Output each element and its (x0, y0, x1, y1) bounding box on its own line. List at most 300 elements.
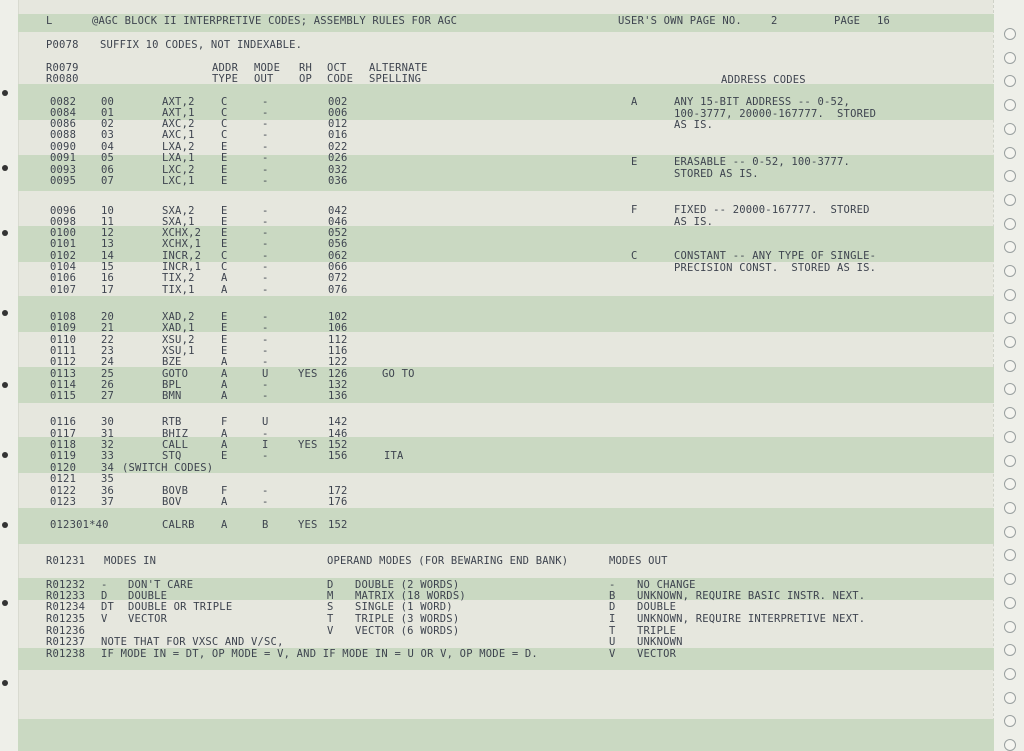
feed-hole (1004, 573, 1016, 585)
row-oct-code: 052 (328, 227, 348, 239)
row-opcode-number: 13 (101, 238, 115, 250)
operand-mode-code: S (327, 601, 334, 613)
row-addr-type: E (221, 322, 228, 334)
row-mnemonic: GOTO (162, 368, 189, 380)
row-oct-code: 156 (328, 450, 348, 462)
row-opcode-number: 01 (101, 107, 115, 119)
feed-hole (1004, 597, 1016, 609)
feed-hole (1004, 75, 1016, 87)
mode-out-code: U (609, 636, 616, 648)
row-addr-type: E (221, 334, 228, 346)
col-header-mode: MODE (254, 62, 281, 74)
col-header-oct: OCT (327, 62, 347, 74)
feed-hole (1004, 360, 1016, 372)
row-oct-code: 022 (328, 141, 348, 153)
row-oct-code: 152 (328, 519, 348, 531)
modes-line-id: R01236 (46, 625, 86, 637)
row-mode-out: - (262, 227, 269, 239)
row-addr-type: C (221, 96, 228, 108)
row-mode-out: - (262, 272, 269, 284)
row-addr-type: C (221, 129, 228, 141)
row-line-number: 0082 (50, 96, 77, 108)
row-opcode-number: 27 (101, 390, 115, 402)
row-line-number: 0123 (50, 496, 77, 508)
modes-line-id: R01237 (46, 636, 86, 648)
row-line-number: 0104 (50, 261, 77, 273)
row-mnemonic: INCR,2 (162, 250, 202, 262)
row-addr-type: A (221, 379, 228, 391)
line-id-r0080: R0080 (46, 73, 79, 85)
feed-hole (1004, 289, 1016, 301)
row-addr-type: A (221, 390, 228, 402)
mode-out-text: DOUBLE (637, 601, 677, 613)
row-line-number: 0108 (50, 311, 77, 323)
row-mode-out: - (262, 485, 269, 497)
operand-mode-code: D (327, 579, 334, 591)
page-number: 16 (877, 15, 891, 27)
feed-hole (1004, 194, 1016, 206)
row-line-number: 0117 (50, 428, 77, 440)
row-mode-out: - (262, 107, 269, 119)
row-opcode-number: 05 (101, 152, 115, 164)
row-mnemonic: XSU,2 (162, 334, 195, 346)
modes-line-id: R01235 (46, 613, 86, 625)
mode-in-text: IF MODE IN = DT, OP MODE = V, AND IF MODE IN = U OR V, OP MODE = D. (101, 648, 538, 660)
mode-out-code: T (609, 625, 616, 637)
row-opcode-number: 26 (101, 379, 115, 391)
operand-modes-title: OPERAND MODES (FOR BEWARING END BANK) (327, 555, 569, 567)
row-line-number: 0120 (50, 462, 77, 474)
row-oct-code: 036 (328, 175, 348, 187)
row-oct-code: 072 (328, 272, 348, 284)
row-mode-out: - (262, 205, 269, 217)
row-opcode-number: 24 (101, 356, 115, 368)
margin-mark (2, 600, 8, 606)
row-rh-op: YES (298, 439, 318, 451)
operand-mode-text: SINGLE (1 WORD) (355, 601, 453, 613)
row-opcode-number: 21 (101, 322, 115, 334)
feed-hole (1004, 383, 1016, 395)
feed-hole (1004, 147, 1016, 159)
row-line-number: 0119 (50, 450, 77, 462)
row-opcode-number: 15 (101, 261, 115, 273)
row-mnemonic: (SWITCH CODES) (122, 462, 214, 474)
row-mnemonic: BZE (162, 356, 182, 368)
margin-mark (2, 230, 8, 236)
margin-mark (2, 522, 8, 528)
row-mode-out: I (262, 439, 269, 451)
row-opcode-number: 02 (101, 118, 115, 130)
row-line-number: 0093 (50, 164, 77, 176)
row-addr-type: E (221, 205, 228, 217)
col-header-out: OUT (254, 73, 274, 85)
row-mode-out: - (262, 311, 269, 323)
mode-out-text: NO CHANGE (637, 579, 696, 591)
col-header-spelling: SPELLING (369, 73, 422, 85)
feed-hole (1004, 99, 1016, 111)
row-line-number: 0113 (50, 368, 77, 380)
row-mnemonic: XCHX,1 (162, 238, 202, 250)
row-opcode-number: 32 (101, 439, 115, 451)
greenbar (18, 719, 994, 751)
row-line-number: 0095 (50, 175, 77, 187)
row-mnemonic: XSU,1 (162, 345, 195, 357)
row-opcode-number: 30 (101, 416, 115, 428)
suffix-note: SUFFIX 10 CODES, NOT INDEXABLE. (100, 39, 303, 51)
row-opcode-number: 07 (101, 175, 115, 187)
row-mode-out: - (262, 345, 269, 357)
col-header-alternate: ALTERNATE (369, 62, 428, 74)
row-mnemonic: XAD,1 (162, 322, 195, 334)
row-opcode-number: 22 (101, 334, 115, 346)
col-header-code: CODE (327, 73, 354, 85)
feed-hole (1004, 668, 1016, 680)
mode-out-text: UNKNOWN, REQUIRE BASIC INSTR. NEXT. (637, 590, 866, 602)
row-mnemonic: LXA,1 (162, 152, 195, 164)
user-page-label: USER'S OWN PAGE NO. (618, 15, 742, 27)
row-mode-out: - (262, 322, 269, 334)
row-mnemonic: CALRB (162, 519, 195, 531)
address-code-letter: A (631, 96, 638, 108)
feed-hole (1004, 526, 1016, 538)
row-oct-code: 102 (328, 311, 348, 323)
row-addr-type: A (221, 496, 228, 508)
row-addr-type: A (221, 368, 228, 380)
row-line-number: 0102 (50, 250, 77, 262)
row-mnemonic: XAD,2 (162, 311, 195, 323)
feed-hole (1004, 621, 1016, 633)
mode-in-code: V (101, 613, 108, 625)
row-addr-type: F (221, 485, 228, 497)
row-oct-code: 006 (328, 107, 348, 119)
row-mode-out: U (262, 368, 269, 380)
row-mnemonic: TIX,2 (162, 272, 195, 284)
row-oct-code: 066 (328, 261, 348, 273)
row-addr-type: C (221, 261, 228, 273)
row-addr-type: A (221, 356, 228, 368)
modes-line-id: R01238 (46, 648, 86, 660)
mode-out-code: I (609, 613, 616, 625)
row-oct-code: 152 (328, 439, 348, 451)
row-mnemonic: INCR,1 (162, 261, 202, 273)
row-mode-out: - (262, 152, 269, 164)
row-addr-type: A (221, 519, 228, 531)
feed-hole (1004, 123, 1016, 135)
mode-out-code: D (609, 601, 616, 613)
row-mode-out: - (262, 216, 269, 228)
row-addr-type: C (221, 107, 228, 119)
row-opcode-number: 00 (101, 96, 115, 108)
feed-hole (1004, 692, 1016, 704)
row-mnemonic: BOV (162, 496, 182, 508)
row-oct-code: 012 (328, 118, 348, 130)
row-mnemonic: RTB (162, 416, 182, 428)
row-line-number: 0114 (50, 379, 77, 391)
row-mnemonic: AXT,1 (162, 107, 195, 119)
row-addr-type: E (221, 345, 228, 357)
row-oct-code: 032 (328, 164, 348, 176)
row-addr-type: E (221, 216, 228, 228)
row-addr-type: E (221, 238, 228, 250)
address-code-description: ERASABLE -- 0-52, 100-3777. STORED AS IS. (674, 156, 851, 180)
operand-mode-text: VECTOR (6 WORDS) (355, 625, 460, 637)
feed-hole (1004, 218, 1016, 230)
row-oct-code: 106 (328, 322, 348, 334)
line-id-r01231: R01231 (46, 555, 86, 567)
mode-out-code: - (609, 579, 616, 591)
row-line-number: 0111 (50, 345, 77, 357)
operand-mode-code: V (327, 625, 334, 637)
row-alternate-spelling: GO TO (382, 368, 415, 380)
row-oct-code: 122 (328, 356, 348, 368)
feed-hole (1004, 170, 1016, 182)
row-mode-out: - (262, 96, 269, 108)
row-addr-type: A (221, 284, 228, 296)
modes-line-id: R01232 (46, 579, 86, 591)
row-line-number: 0122 (50, 485, 77, 497)
address-codes-title: ADDRESS CODES (721, 74, 806, 86)
row-mnemonic: BHIZ (162, 428, 189, 440)
row-mode-out: - (262, 284, 269, 296)
operand-mode-code: T (327, 613, 334, 625)
modes-out-title: MODES OUT (609, 555, 668, 567)
feed-hole (1004, 455, 1016, 467)
row-opcode-number: 20 (101, 311, 115, 323)
margin-mark (2, 90, 8, 96)
row-mode-out: - (262, 129, 269, 141)
col-header-rh: RH (299, 62, 313, 74)
address-code-description: FIXED -- 20000-167777. STORED AS IS. (674, 204, 870, 228)
operand-mode-code: M (327, 590, 334, 602)
mode-in-code: - (101, 579, 108, 591)
mode-in-code: D (101, 590, 108, 602)
row-oct-code: 172 (328, 485, 348, 497)
margin-mark (2, 382, 8, 388)
row-opcode-number: 03 (101, 129, 115, 141)
line-id-r0079: R0079 (46, 62, 79, 74)
mode-in-text: VECTOR (128, 613, 168, 625)
row-opcode-number: 23 (101, 345, 115, 357)
feed-hole (1004, 312, 1016, 324)
row-addr-type: E (221, 311, 228, 323)
modes-line-id: R01234 (46, 601, 86, 613)
row-mnemonic: LXC,2 (162, 164, 195, 176)
row-opcode-number: 06 (101, 164, 115, 176)
row-opcode-number: 31 (101, 428, 115, 440)
page-title: @AGC BLOCK II INTERPRETIVE CODES; ASSEMBLY RULES FOR AGC (92, 15, 458, 27)
row-mnemonic: BOVB (162, 485, 189, 497)
row-opcode-number: 36 (101, 485, 115, 497)
row-oct-code: 136 (328, 390, 348, 402)
feed-hole (1004, 241, 1016, 253)
address-code-letter: E (631, 156, 638, 168)
row-opcode-number: 04 (101, 141, 115, 153)
row-alternate-spelling: ITA (384, 450, 404, 462)
address-code-description: ANY 15-BIT ADDRESS -- 0-52, 100-3777, 20000-167777. STORED AS IS. (674, 96, 877, 131)
row-oct-code: 046 (328, 216, 348, 228)
row-mode-out: - (262, 261, 269, 273)
row-line-number: 0086 (50, 118, 77, 130)
modes-line-id: R01233 (46, 590, 86, 602)
row-addr-type: F (221, 416, 228, 428)
feed-hole (1004, 502, 1016, 514)
mode-out-code: B (609, 590, 616, 602)
row-mnemonic: XCHX,2 (162, 227, 202, 239)
row-mnemonic: BPL (162, 379, 182, 391)
row-mode-out: - (262, 118, 269, 130)
margin-mark (2, 680, 8, 686)
line-id-p0078: P0078 (46, 39, 79, 51)
row-line-number: 0100 (50, 227, 77, 239)
row-mode-out: - (262, 496, 269, 508)
row-mnemonic: TIX,1 (162, 284, 195, 296)
mode-in-text: DON'T CARE (128, 579, 194, 591)
row-mode-out: - (262, 164, 269, 176)
row-mode-out: - (262, 141, 269, 153)
row-mode-out: - (262, 428, 269, 440)
row-oct-code: 132 (328, 379, 348, 391)
row-mode-out: U (262, 416, 269, 428)
row-addr-type: C (221, 118, 228, 130)
row-opcode-number: 33 (101, 450, 115, 462)
row-line-number: 0115 (50, 390, 77, 402)
row-oct-code: 176 (328, 496, 348, 508)
row-oct-code: 056 (328, 238, 348, 250)
row-addr-type: E (221, 164, 228, 176)
mode-in-text: DOUBLE (128, 590, 168, 602)
feed-hole (1004, 52, 1016, 64)
header-left-code: L (46, 15, 53, 27)
row-line-number: 0101 (50, 238, 77, 250)
row-opcode-number: 10 (101, 205, 115, 217)
margin-mark (2, 310, 8, 316)
row-mnemonic: SXA,2 (162, 205, 195, 217)
address-code-description: CONSTANT -- ANY TYPE OF SINGLE- PRECISION CONST. STORED AS IS. (674, 250, 877, 274)
operand-mode-text: MATRIX (18 WORDS) (355, 590, 466, 602)
feed-hole (1004, 549, 1016, 561)
col-header-op: OP (299, 73, 313, 85)
user-page-number: 2 (771, 15, 778, 27)
row-mnemonic: AXC,1 (162, 129, 195, 141)
row-line-number: 0088 (50, 129, 77, 141)
row-mode-out: - (262, 334, 269, 346)
row-line-number: 0118 (50, 439, 77, 451)
row-oct-code: 112 (328, 334, 348, 346)
row-opcode-number: 37 (101, 496, 115, 508)
row-oct-code: 116 (328, 345, 348, 357)
feed-hole (1004, 265, 1016, 277)
row-mode-out: - (262, 390, 269, 402)
tractor-feed-right (993, 0, 1024, 751)
row-mnemonic: CALL (162, 439, 189, 451)
feed-hole (1004, 431, 1016, 443)
row-line-number: 0112 (50, 356, 77, 368)
mode-out-text: UNKNOWN (637, 636, 683, 648)
operand-mode-text: DOUBLE (2 WORDS) (355, 579, 460, 591)
mode-in-text: DOUBLE OR TRIPLE (128, 601, 233, 613)
row-oct-code: 016 (328, 129, 348, 141)
row-addr-type: A (221, 428, 228, 440)
row-oct-code: 126 (328, 368, 348, 380)
row-opcode-number: 11 (101, 216, 115, 228)
row-oct-code: 002 (328, 96, 348, 108)
row-line-number: 0121 (50, 473, 77, 485)
address-code-letter: C (631, 250, 638, 262)
row-opcode-number: 16 (101, 272, 115, 284)
feed-hole (1004, 407, 1016, 419)
row-line-number: 0109 (50, 322, 77, 334)
row-rh-op: YES (298, 519, 318, 531)
page-label: PAGE (834, 15, 861, 27)
row-mnemonic: LXA,2 (162, 141, 195, 153)
operand-mode-text: TRIPLE (3 WORDS) (355, 613, 460, 625)
mode-out-text: TRIPLE (637, 625, 677, 637)
row-addr-type: E (221, 227, 228, 239)
row-line-number: 0116 (50, 416, 77, 428)
row-mode-out: - (262, 379, 269, 391)
row-addr-type: E (221, 175, 228, 187)
row-addr-type: E (221, 450, 228, 462)
row-mnemonic: AXT,2 (162, 96, 195, 108)
row-opcode-number: 34 (101, 462, 115, 474)
tractor-feed-left (0, 0, 19, 751)
row-oct-code: 042 (328, 205, 348, 217)
row-mode-out: - (262, 250, 269, 262)
row-line-number: 0091 (50, 152, 77, 164)
row-mnemonic: AXC,2 (162, 118, 195, 130)
feed-hole (1004, 478, 1016, 490)
feed-hole (1004, 336, 1016, 348)
mode-out-code: V (609, 648, 616, 660)
row-mnemonic: LXC,1 (162, 175, 195, 187)
mode-in-text: NOTE THAT FOR VXSC AND V/SC, (101, 636, 284, 648)
row-line-number: 0107 (50, 284, 77, 296)
row-mnemonic: STQ (162, 450, 182, 462)
row-oct-code: 146 (328, 428, 348, 440)
row-mode-out: - (262, 238, 269, 250)
row-opcode-number: 25 (101, 368, 115, 380)
row-addr-type: C (221, 250, 228, 262)
row-mnemonic: BMN (162, 390, 182, 402)
feed-hole (1004, 28, 1016, 40)
row-oct-code: 142 (328, 416, 348, 428)
row-line-number: 0110 (50, 334, 77, 346)
feed-hole (1004, 715, 1016, 727)
row-opcode-number: 14 (101, 250, 115, 262)
row-oct-code: 076 (328, 284, 348, 296)
row-mode-out: - (262, 356, 269, 368)
mode-out-text: UNKNOWN, REQUIRE INTERPRETIVE NEXT. (637, 613, 866, 625)
row-line-number: 0090 (50, 141, 77, 153)
address-code-letter: F (631, 204, 638, 216)
row-oct-code: 026 (328, 152, 348, 164)
row-mnemonic: SXA,1 (162, 216, 195, 228)
margin-mark (2, 165, 8, 171)
row-oct-code: 062 (328, 250, 348, 262)
row-opcode-number: 35 (101, 473, 115, 485)
mode-in-code: DT (101, 601, 115, 613)
feed-hole (1004, 739, 1016, 751)
mode-out-text: VECTOR (637, 648, 677, 660)
margin-mark (2, 452, 8, 458)
row-rh-op: YES (298, 368, 318, 380)
row-opcode-number: 17 (101, 284, 115, 296)
row-line-number: 0096 (50, 205, 77, 217)
row-opcode-number: 12 (101, 227, 115, 239)
col-header-type: TYPE (212, 73, 239, 85)
row-mode-out: B (262, 519, 269, 531)
row-line-number: 012301*40 (50, 519, 109, 531)
